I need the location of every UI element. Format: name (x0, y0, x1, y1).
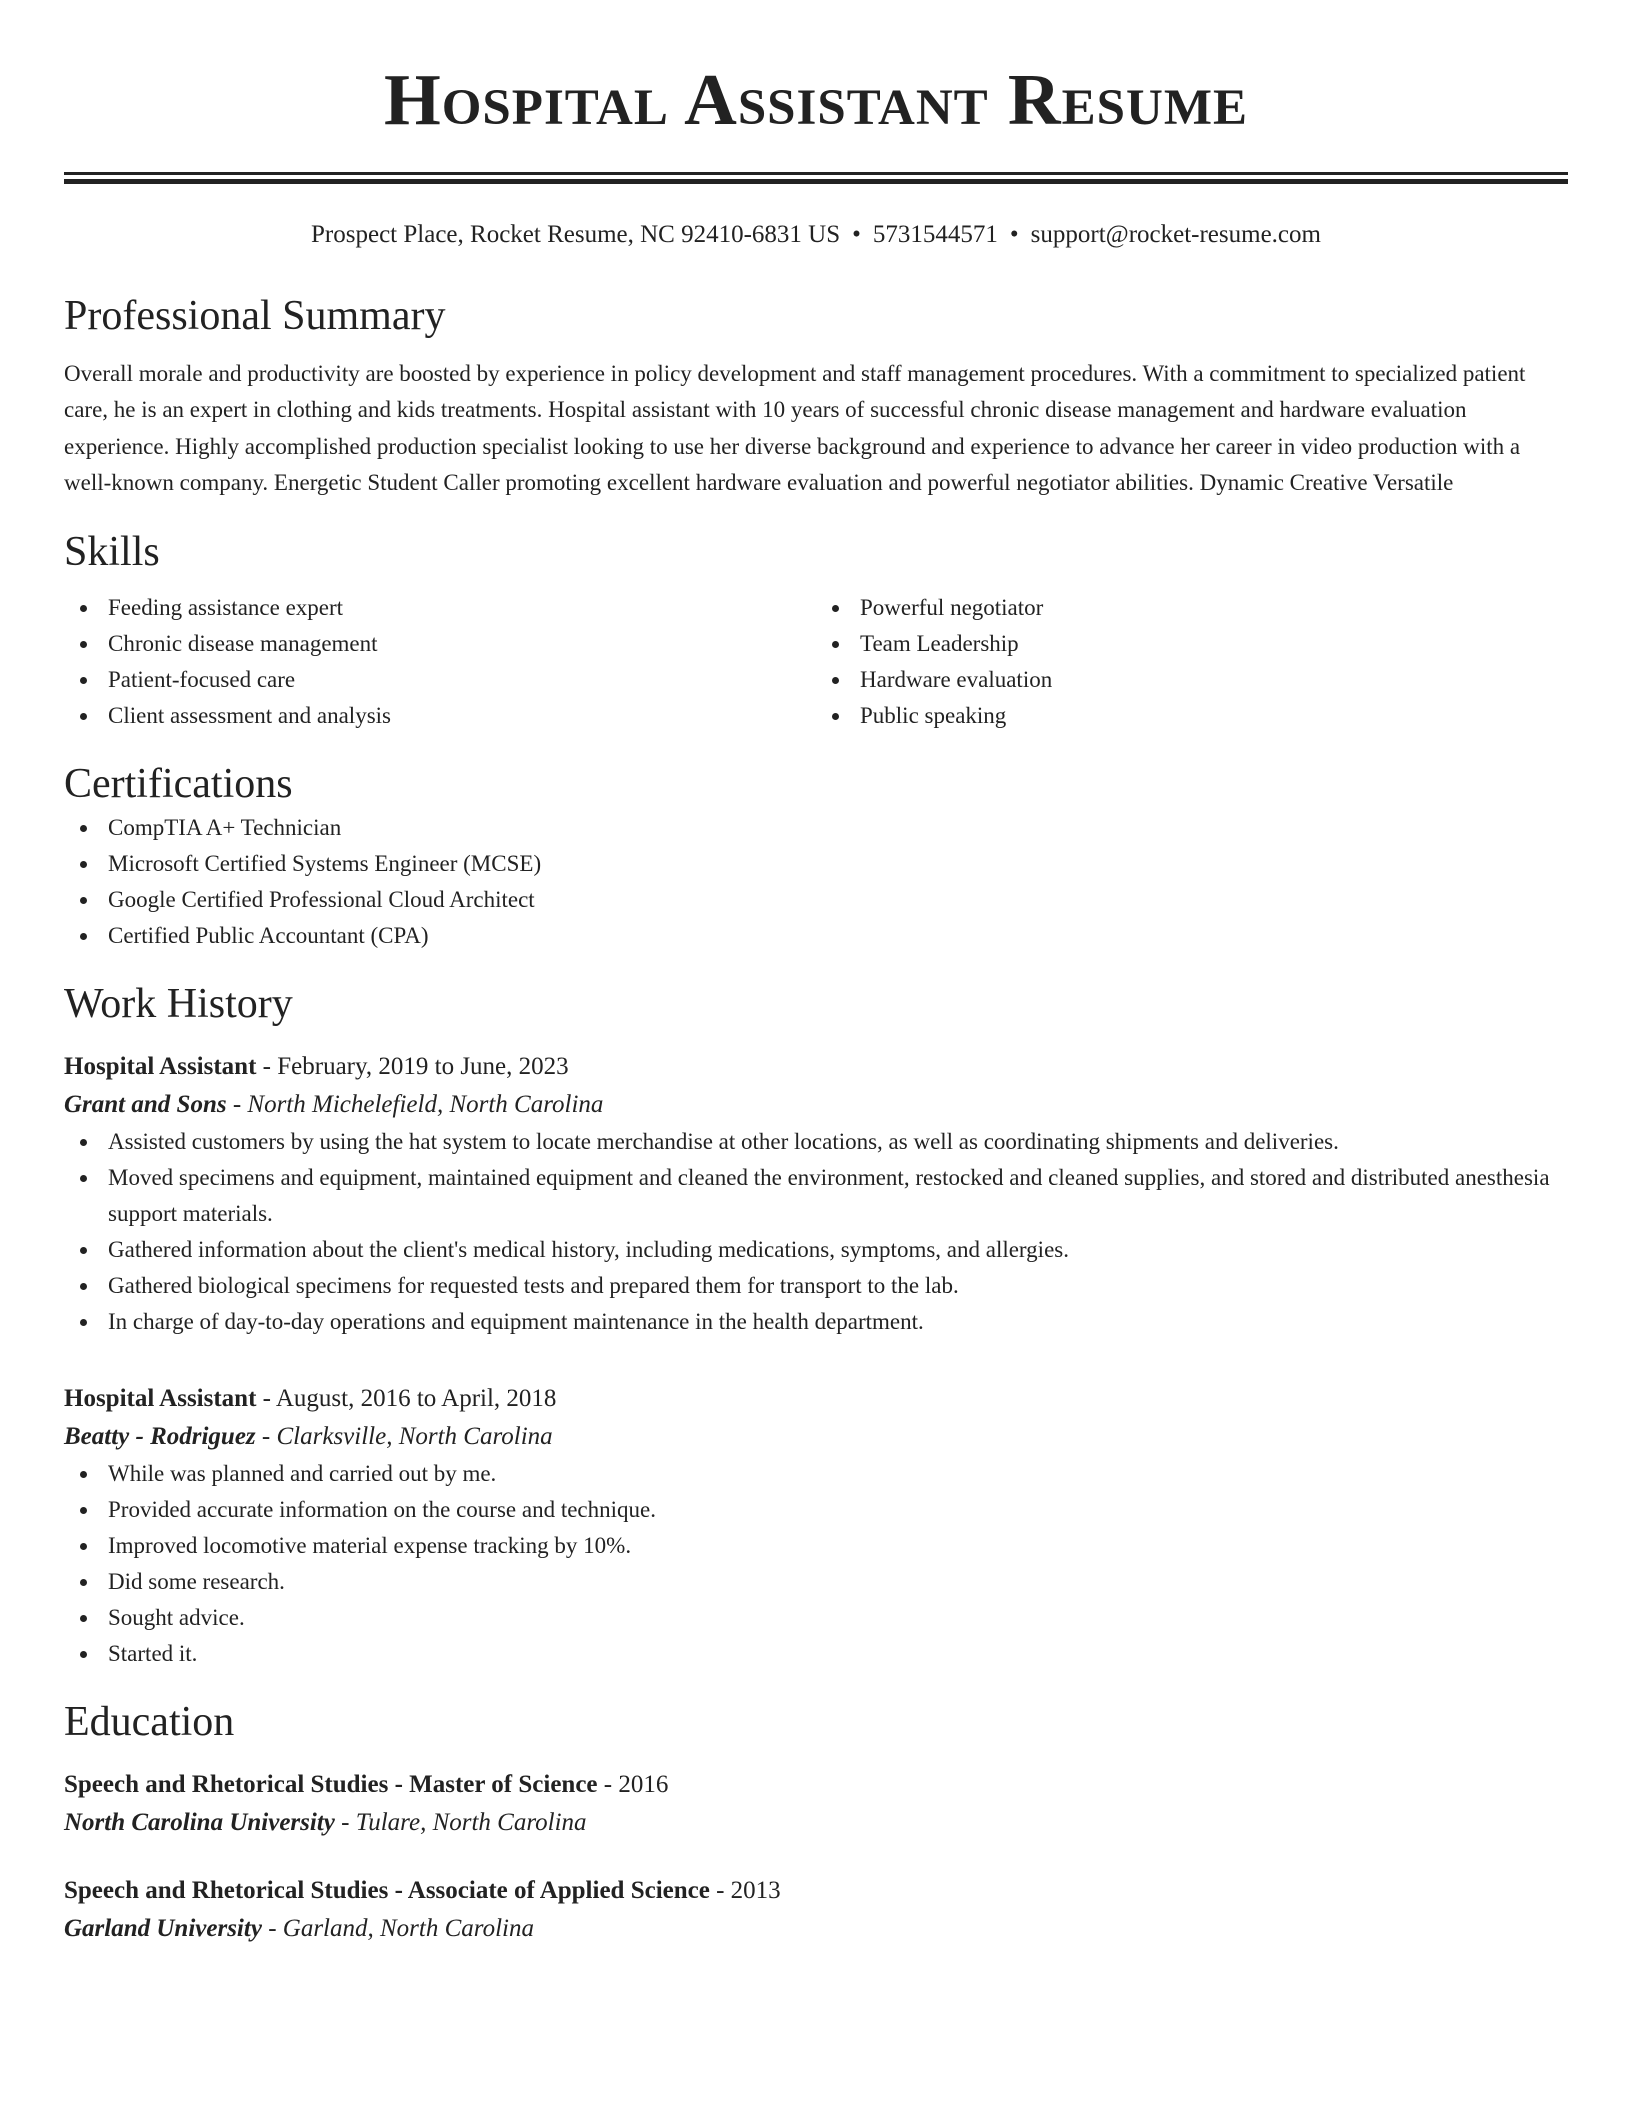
job-company: Grant and Sons (64, 1090, 227, 1118)
title-divider (64, 172, 1568, 184)
job-role: Hospital Assistant (64, 1384, 257, 1412)
certification-item: Certified Public Accountant (CPA) (64, 918, 1568, 954)
education-school: Garland University (64, 1914, 262, 1942)
summary-text: Overall morale and productivity are boosted by experience in policy development and staff management procedures. With a commitment to specialized patient care, he is an expert in clothing and kids treatments. Hospital assistant with 10 years of successful chronic disease management and hardware evaluation experience. Highly accomplished production specialist looking to use her diverse background and experience to advance her career in video production with a well-known company. Energetic Student Caller promoting excellent hardware evaluation and powerful negotiator abilities. Dynamic Creative Versatile (64, 361, 1526, 496)
education-degree-line (64, 1872, 1568, 1910)
certification-item: Microsoft Certified Systems Engineer (MCSE) (64, 846, 1568, 882)
job-dates: - August, 2016 to April, 2018 (256, 1384, 557, 1412)
skill-item: Chronic disease management (64, 626, 816, 662)
education-year: - 2013 (709, 1876, 781, 1904)
contact-email: support@rocket-resume.com (1030, 221, 1321, 248)
job-header (64, 1048, 1568, 1086)
education-school: North Carolina University (64, 1808, 335, 1836)
job-duties-list (64, 1456, 1568, 1672)
contact-address: Prospect Place, Rocket Resume, NC 92410-6831 US (311, 221, 841, 248)
certifications-list (64, 810, 1568, 954)
contact-phone: 5731544571 (872, 221, 998, 248)
skills-list-left (64, 590, 816, 734)
job-dates: - February, 2019 to June, 2023 (256, 1052, 569, 1080)
skills-heading: Skills (64, 528, 160, 575)
job-entry (64, 1380, 1568, 1672)
education-school-line (64, 1910, 1568, 1948)
skills-section (64, 526, 1568, 734)
job-duties-list (64, 1124, 1568, 1340)
education-degree: Speech and Rhetorical Studies - Master of Science (64, 1770, 598, 1798)
job-duty: Improved locomotive material expense tracking by 10%. (64, 1528, 1568, 1564)
job-duty: Provided accurate information on the course and technique. (64, 1492, 1568, 1528)
education-year: - 2016 (597, 1770, 669, 1798)
job-location: - Clarksville, North Carolina (255, 1422, 553, 1450)
skills-grid (64, 590, 1568, 734)
education-degree: Speech and Rhetorical Studies - Associate of Applied Science (64, 1876, 710, 1904)
education-degree-line (64, 1766, 1568, 1804)
summary-heading: Professional Summary (64, 293, 446, 339)
contact-separator: • (852, 221, 861, 248)
job-employer (64, 1418, 1568, 1456)
job-duty: Gathered information about the client's medical history, including medications, symptoms, and allergies. (64, 1232, 1568, 1268)
job-role: Hospital Assistant (64, 1052, 257, 1080)
education-entry (64, 1766, 1568, 1842)
certification-item: Google Certified Professional Cloud Architect (64, 882, 1568, 918)
education-heading: Education (64, 1698, 235, 1745)
skill-item: Patient-focused care (64, 662, 816, 698)
job-location: - North Michelefield, North Carolina (226, 1090, 604, 1118)
certifications-heading: Certifications (64, 760, 293, 807)
skill-item: Public speaking (816, 698, 1568, 734)
work-history-section (64, 978, 1568, 1672)
job-duty: Started it. (64, 1636, 1568, 1672)
education-location: - Tulare, North Carolina (334, 1808, 587, 1836)
skill-item: Feeding assistance expert (64, 590, 816, 626)
skill-item: Team Leadership (816, 626, 1568, 662)
certifications-section (64, 758, 1568, 954)
job-duty: Moved specimens and equipment, maintained equipment and cleaned the environment, restocked and cleaned supplies, and stored and distributed anesthesia support materials. (64, 1160, 1568, 1232)
skill-item: Hardware evaluation (816, 662, 1568, 698)
summary-section (64, 290, 1568, 502)
education-entry (64, 1872, 1568, 1948)
resume-title: Hospital Assistant Resume (383, 59, 1248, 140)
job-header (64, 1380, 1568, 1418)
contact-line (64, 220, 1568, 250)
job-duty: Gathered biological specimens for requested tests and prepared them for transport to the lab. (64, 1268, 1568, 1304)
education-section (64, 1696, 1568, 1948)
job-entry (64, 1048, 1568, 1340)
skills-list-right (816, 590, 1568, 734)
certification-item: CompTIA A+ Technician (64, 810, 1568, 846)
education-school-line (64, 1804, 1568, 1842)
contact-separator: • (1009, 221, 1019, 248)
job-duty: While was planned and carried out by me. (64, 1456, 1568, 1492)
job-duty: Assisted customers by using the hat system to locate merchandise at other locations, as well as coordinating shipments and deliveries. (64, 1124, 1568, 1160)
skill-item: Powerful negotiator (816, 590, 1568, 626)
job-duty: Did some research. (64, 1564, 1568, 1600)
work-history-heading: Work History (64, 980, 293, 1027)
job-employer (64, 1086, 1568, 1124)
job-company: Beatty - Rodriguez (64, 1422, 256, 1450)
skill-item: Client assessment and analysis (64, 698, 816, 734)
job-duty: In charge of day-to-day operations and equipment maintenance in the health department. (64, 1304, 1568, 1340)
education-location: - Garland, North Carolina (261, 1914, 534, 1942)
job-duty: Sought advice. (64, 1600, 1568, 1636)
